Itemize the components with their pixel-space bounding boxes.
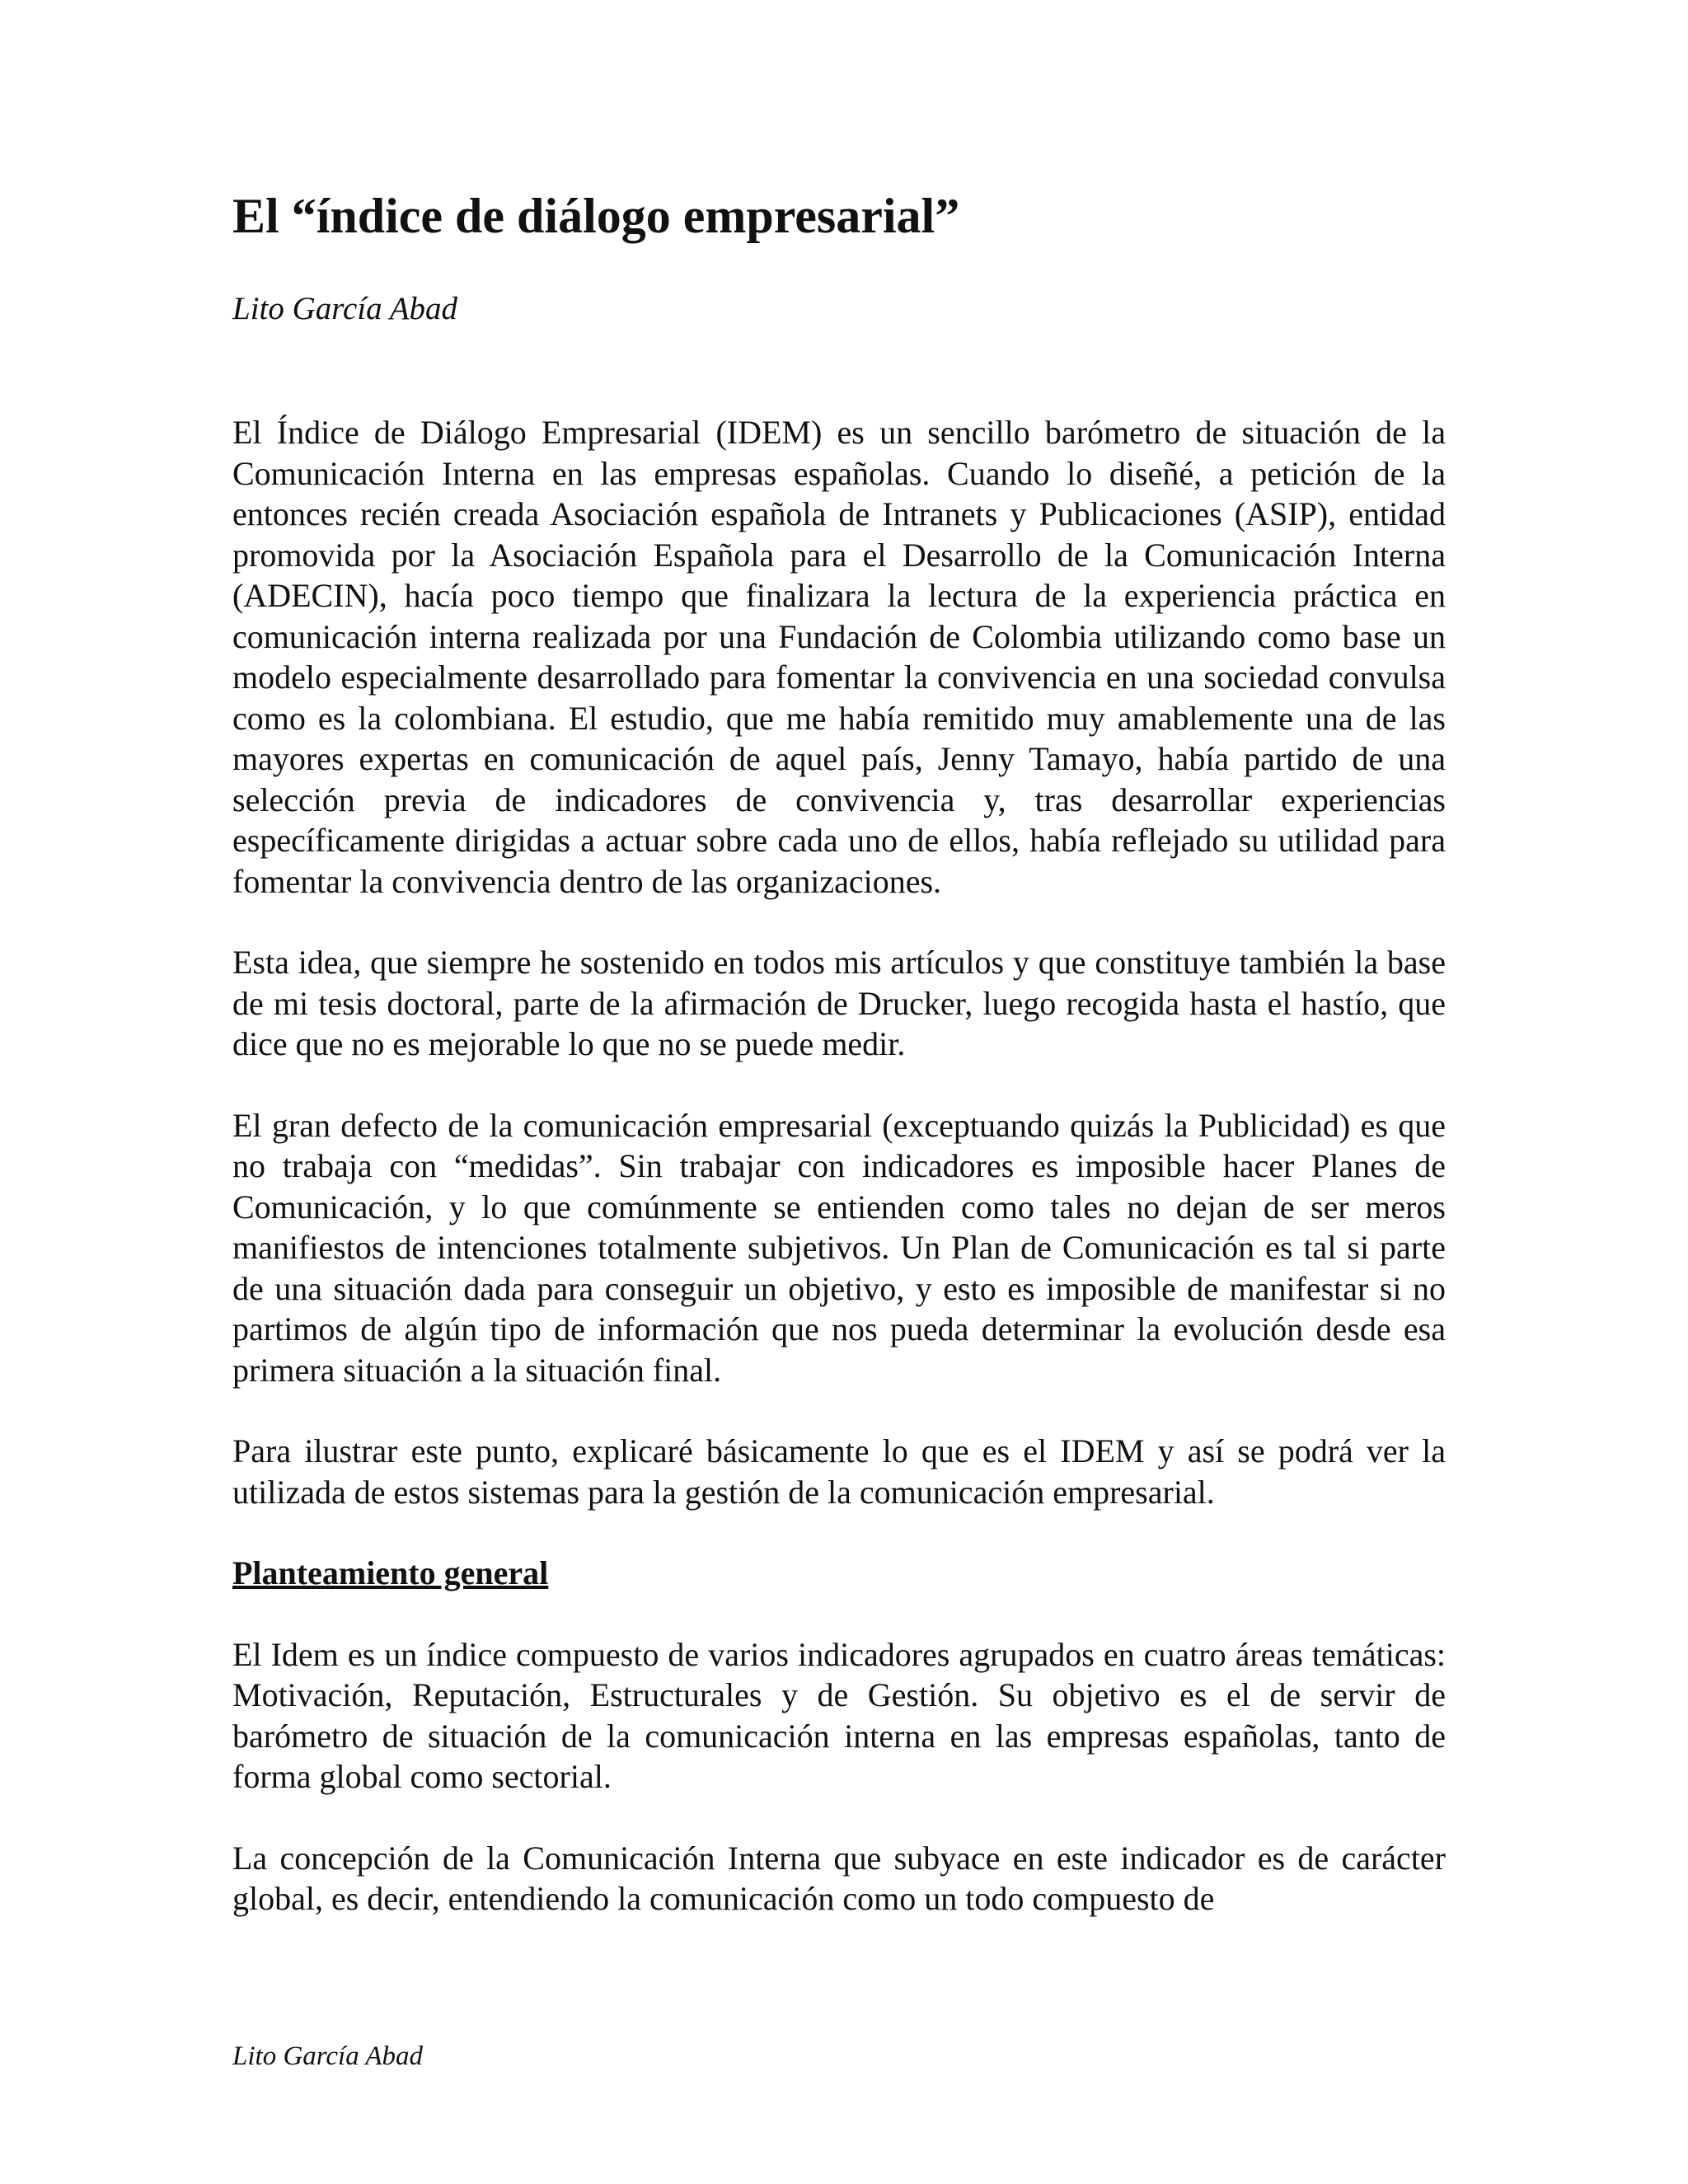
paragraph-idem-illustration: Para ilustrar este punto, explicaré básicamente lo que es el IDEM y así se podrá ver la utilizada de estos sistemas para la gestión de la comunicación empresarial. [232, 1432, 1446, 1511]
page-footer: Lito García Abad [232, 2041, 424, 2071]
article-body [232, 412, 1446, 1919]
paragraph-global-concept: La concepción de la Comunicación Interna que subyace en este indicador es de carácter global, es decir, entendiendo la comunicación como un todo compuesto de [232, 1839, 1446, 1917]
section-heading: Planteamiento general [232, 1554, 549, 1591]
paragraph-idem-definition: El Idem es un índice compuesto de varios indicadores agrupados en cuatro áreas temáticas: Motivación, Reputación, Estructurales y de Gestión. Su objetivo es el de servir de barómetro de situación de la comunicación interna en las empresas españolas, tanto de forma global como sectorial. [232, 1635, 1446, 1795]
paragraph-intro: El Índice de Diálogo Empresarial (IDEM) es un sencillo barómetro de situación de la Comunicación Interna en las empresas españolas. Cuando lo diseñé, a petición de la entonces recién creada Asociación española de Intranets y Publicaciones (ASIP), entidad promovida por la Asociación Española para el Desarrollo de la Comunicación Interna (ADECIN), hacía poco tiempo que finalizara la lectura de la experiencia práctica en comunicación interna realizada por una Fundación de Colombia utilizando como base un modelo especialmente desarrollado para fomentar la convivencia en una sociedad convulsa como es la colombiana. El estudio, que me había remitido muy amablemente una de las mayores expertas en comunicación de aquel país, Jenny Tamayo, había partido de una selección previa de indicadores de convivencia y, tras desarrollar experiencias específicamente dirigidas a actuar sobre cada uno de ellos, había reflejado su utilidad para fomentar la convivencia dentro de las organizaciones. [232, 414, 1446, 900]
author-byline: Lito García Abad [232, 291, 458, 326]
paragraph-measures: El gran defecto de la comunicación empresarial (exceptuando quizás la Publicidad) es que no trabaja con “medidas”. Sin trabajar con indicadores es imposible hacer Planes de Comunicación, y lo que comúnmente se entienden como tales no dejan de ser meros manifiestos de intenciones totalmente subjetivos. Un Plan de Comunicación es tal si parte de una situación dada para conseguir un objetivo, y esto es imposible de manifestar si no partimos de algún tipo de información que nos pueda determinar la evolución desde esa primera situación a la situación final. [232, 1106, 1446, 1389]
page-title: El “índice de diálogo empresarial” [232, 189, 960, 243]
paragraph-drucker: Esta idea, que siempre he sostenido en todos mis artículos y que constituye también la base de mi tesis doctoral, parte de la afirmación de Drucker, luego recogida hasta el hastío, que dice que no es mejorable lo que no se puede medir. [232, 944, 1446, 1062]
